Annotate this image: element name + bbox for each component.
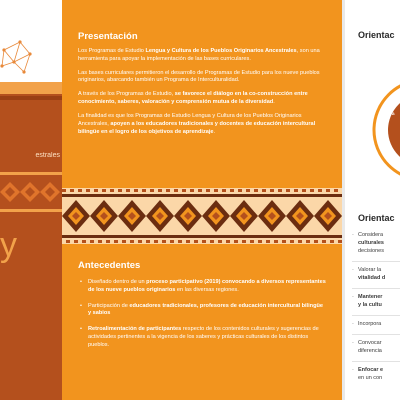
text-run-bold: se favorece el diálogo en la co-construcción entre conocimiento, saberes, valoración y comprensión mutua de la diversidad	[78, 91, 308, 106]
presentacion-paragraph-4	[78, 113, 326, 136]
text-run: La finalidad es que los Programas de Estudio Lengua y Cultura de los Pueblos Originarios Ancestrales,	[78, 112, 302, 127]
presentacion-paragraph-2: Las bases curriculares permitieron el desarrollo de Programas de Estudio para los nueve pueblos originarios, abarcando también un Programa de Interculturalidad.	[78, 69, 320, 84]
dash-icon: -	[352, 366, 354, 373]
list-divider	[352, 361, 400, 362]
text-run-bold: proceso participativo (2019) convocando a diversos representantes de los nueve pueblos originarios	[88, 279, 326, 293]
dash-icon: -	[352, 266, 354, 273]
text-run-bold: apoyen a los educadores tradicionales y docentes de educación intercultural bilingüe en el logro de los objetivos de aprendizaje	[78, 120, 316, 135]
list-divider	[352, 288, 400, 289]
presentacion-paragraph-1	[78, 48, 326, 64]
list-item-line: vitalidad d	[358, 274, 386, 281]
text-run: Diseñado dentro de un	[88, 279, 147, 285]
bullet-icon: •	[80, 302, 82, 309]
text-run: en las diversas regiones.	[175, 286, 239, 293]
text-run-bold: educadores tradicionales, profesores de educación intercultural bilingüe y sabios	[88, 302, 324, 317]
text-run: Participación de	[88, 302, 130, 309]
list-item	[352, 232, 400, 262]
text-run: Los Programas de Estudio	[78, 48, 146, 54]
list-item-line: Considera	[358, 232, 384, 238]
text-run: .	[273, 99, 275, 106]
panel-divider	[342, 0, 345, 400]
dash-icon: -	[352, 339, 354, 346]
diamond-pattern-icon	[0, 170, 62, 214]
orientaciones-heading-1: Orientac	[358, 30, 395, 40]
decorative-stripe	[0, 82, 62, 94]
presentacion-paragraph-3	[78, 91, 326, 107]
list-divider	[352, 334, 400, 335]
text-run-bold: Lengua y Cultura de los Pueblos Originarios Ancestrales	[145, 48, 297, 54]
cover-title-fragment: y	[0, 226, 17, 264]
orientaciones-list	[352, 232, 400, 383]
presentacion-section	[78, 31, 326, 142]
list-item-line: en un con	[358, 374, 383, 381]
text-run: A través de los Programas de Estudio,	[78, 91, 175, 98]
list-divider	[352, 315, 400, 316]
orientaciones-heading-2: Orientac	[358, 213, 395, 223]
list-item	[352, 321, 400, 335]
dash-icon: -	[352, 232, 354, 238]
antecedentes-title: Antecedentes	[78, 260, 141, 271]
list-item-line: Enfocar e	[358, 366, 384, 373]
decorative-stripe-dark	[0, 96, 62, 100]
list-item-line: diferencia	[358, 347, 382, 354]
bullet-icon: •	[80, 326, 82, 333]
middle-panel	[62, 0, 342, 400]
list-item	[352, 267, 400, 289]
textile-pattern-band	[62, 188, 342, 244]
presentacion-title: Presentación	[78, 31, 138, 42]
text-run: , son una herramienta para apoyar la implementación de las bases curriculares.	[78, 48, 320, 62]
list-item	[80, 279, 326, 295]
textile-pattern-icon	[62, 188, 342, 244]
list-item-line: Incorpora	[358, 320, 382, 327]
antecedentes-section	[78, 260, 326, 358]
list-item	[352, 367, 400, 383]
dash-icon: -	[352, 293, 354, 300]
list-item-line: Convocar	[358, 339, 382, 346]
bullet-icon: •	[80, 279, 82, 285]
diagram-label: Pa	[389, 111, 395, 116]
left-panel	[0, 0, 62, 400]
list-item-line: Valorar la	[358, 266, 382, 273]
right-panel	[342, 0, 400, 400]
text-run: respecto de los contenidos culturales y sugerencias de actividades pertinentes a la vigencia de los saberes y prácticas culturales de los distintos pueblos.	[88, 326, 319, 348]
list-item	[352, 294, 400, 316]
antecedentes-list	[78, 279, 326, 350]
diagram-circle-icon	[368, 74, 400, 186]
list-item-line: culturales	[358, 239, 384, 246]
dash-icon: -	[352, 320, 354, 327]
network-logo-icon	[0, 36, 38, 76]
text-run-bold: Retroalimentación de participantes	[88, 326, 182, 333]
list-divider	[352, 261, 400, 262]
list-item-line: decisiones	[358, 247, 384, 254]
cover-subtitle: estrales	[35, 152, 60, 159]
list-item	[80, 302, 326, 319]
list-item-line: Mantener	[358, 293, 383, 300]
list-item-line: y la cultu	[358, 301, 382, 308]
list-item	[80, 326, 326, 349]
left-panel-header	[0, 0, 62, 82]
text-run: .	[213, 128, 216, 135]
list-item	[352, 340, 400, 362]
